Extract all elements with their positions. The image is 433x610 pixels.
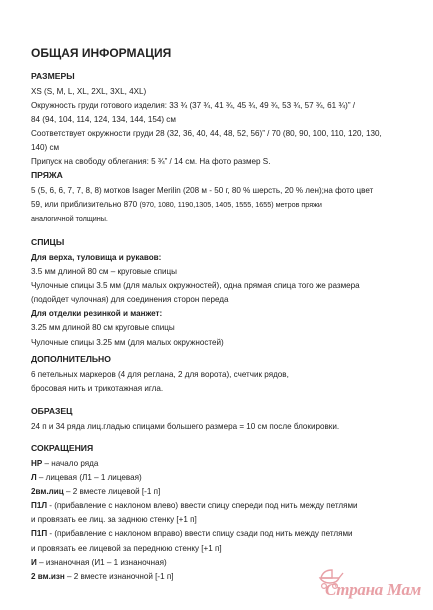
abbreviation-desc: и провязать ее лицевой за переднюю стенку [+1 п] [31, 543, 222, 553]
extra-section [31, 354, 426, 396]
abbreviation-term: П1П [31, 529, 48, 539]
needles-line: 3.25 мм длиной 80 см круговые спицы [31, 323, 175, 333]
abbreviation-desc: – начало ряда [42, 459, 99, 468]
abbreviation-desc: – изнаночная (И1 – 1 изнаночная) [36, 557, 167, 567]
yarn-section [31, 170, 426, 225]
abbreviation-desc: - (прибавление с наклоном вправо) ввести спицу сзади под нить между петлями [47, 529, 353, 539]
abbreviation-item [31, 457, 426, 471]
extra-line: бросовая нить и трикотажная игла. [31, 384, 164, 394]
needles-subheading: Для верха, туловища и рукавов: [31, 253, 162, 262]
sizes-section [31, 71, 426, 170]
yarn-line-main: 59, или приблизительно 870 [31, 199, 140, 209]
sizes-heading: РАЗМЕРЫ [31, 71, 75, 81]
sizes-line: Соответствует окружности груди 28 (32, 36, 40, 44, 48, 52, 56)” / 70 (80, 90, 100, 110, 120, 130, [31, 129, 382, 139]
needles-heading: СПИЦЫ [31, 237, 65, 247]
gauge-section [31, 406, 426, 434]
yarn-line [31, 198, 426, 212]
needles-line: (подойдет чулочная) для соединения сторон переда [31, 295, 229, 305]
abbreviation-desc: – 2 вместе изнаночной [-1 п] [64, 571, 174, 581]
needles-subheading: Для отделки резинкой и манжет: [31, 309, 163, 319]
gauge-line: 24 п и 34 ряда лиц.гладью спицами большего размера = 10 см после блокировки. [31, 422, 340, 431]
abbreviation-term: Л [31, 473, 37, 483]
yarn-line: 5 (5, 6, 6, 7, 7, 8, 8) мотков Isager Merilin (208 м - 50 г, 80 % шерсть, 20 % лен);на фото цвет [31, 186, 374, 195]
abbreviation-item [31, 499, 426, 513]
abbreviation-desc: и провязать ее лиц. за заднюю стенку [+1 п] [31, 515, 197, 525]
abbreviation-desc: – 2 вместе лицевой [-1 п] [63, 487, 161, 497]
abbreviation-term: 2вм.лиц [31, 487, 64, 497]
yarn-line-small: (970, 1080, 1190,1305, 1405, 1555, 1655) метров пряжи [139, 199, 322, 209]
abbreviation-item [31, 527, 426, 541]
needles-line: Чулочные спицы 3.5 мм (для малых окружностей), одна прямая спица того же размера [31, 281, 360, 291]
sizes-line: Окружность груди готового изделия: 33 ¾ (37 ¾, 41 ¾, 45 ¾, 49 ¾, 53 ¾, 57 ¾, 61 ¾)” / [31, 101, 356, 111]
extra-line: 6 петельных маркеров (4 для реглана, 2 для ворота), счетчик рядов, [31, 370, 289, 379]
abbreviations-section [31, 443, 426, 584]
sizes-line: 140) см [31, 143, 60, 153]
extra-heading: ДОПОЛНИТЕЛЬНО [31, 354, 111, 364]
abbreviation-item [31, 542, 426, 556]
needles-section [31, 237, 426, 350]
watermark [317, 568, 431, 606]
needles-line: 3.5 мм длиной 80 см – круговые спицы [31, 267, 177, 277]
sizes-line: XS (S, M, L, XL, 2XL, 3XL, 4XL) [31, 87, 147, 96]
abbreviation-desc: – лицевая (Л1 – 1 лицевая) [36, 473, 142, 483]
abbreviation-term: П1Л [31, 501, 47, 511]
sizes-line: Припуск на свободу облегания: 5 ¾” / 14 см. На фото размер S. [31, 157, 271, 167]
abbreviation-item [31, 471, 426, 485]
abbreviation-term: 2 вм.изн [31, 571, 65, 581]
page-title: ОБЩАЯ ИНФОРМАЦИЯ [31, 46, 172, 60]
abbreviation-term: НР [31, 459, 43, 468]
sizes-line: 84 (94, 104, 114, 124, 134, 144, 154) см [31, 115, 176, 125]
abbreviation-term: И [31, 557, 37, 567]
abbreviation-desc: - (прибавление с наклоном влево) ввести спицу спереди под нить между петлями [47, 501, 358, 511]
needles-line: Чулочные спицы 3.25 мм (для малых окружностей) [31, 337, 224, 347]
abbreviations-heading: СОКРАЩЕНИЯ [31, 443, 94, 453]
abbreviation-item [31, 485, 426, 499]
yarn-heading: ПРЯЖА [31, 170, 63, 180]
watermark-text: Страна Мам [325, 580, 422, 599]
gauge-heading: ОБРАЗЕЦ [31, 406, 73, 416]
abbreviation-item [31, 513, 426, 527]
yarn-line: аналогичной толщины. [31, 213, 108, 223]
